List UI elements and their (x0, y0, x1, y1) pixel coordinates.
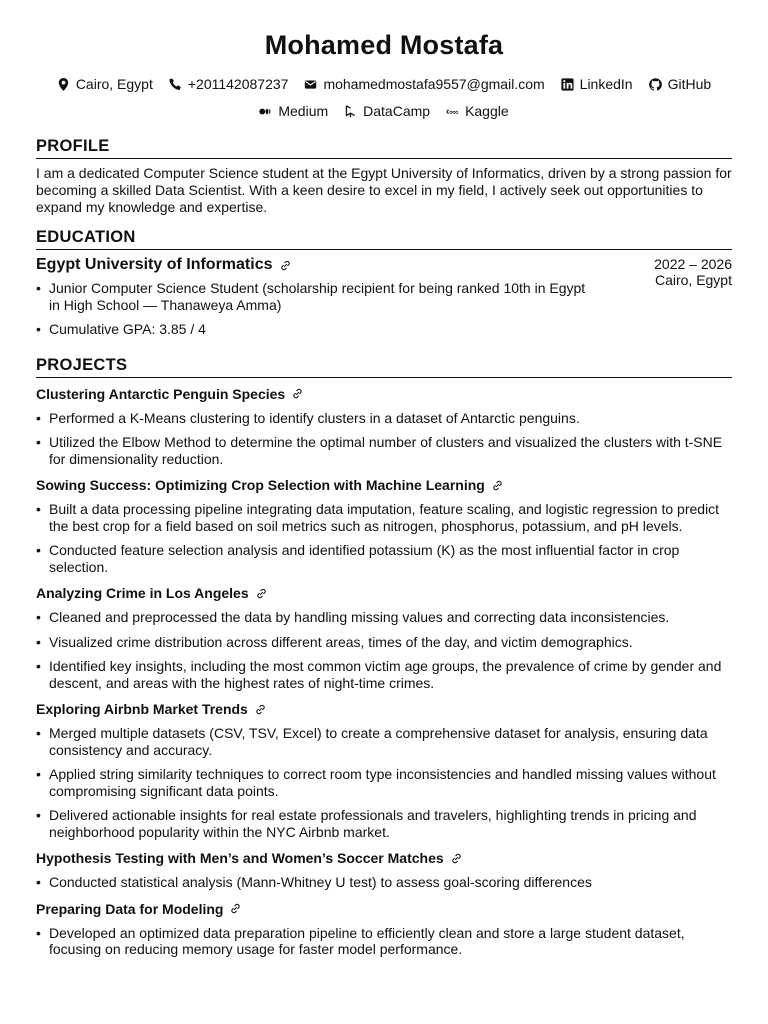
contact-medium[interactable] (259, 98, 328, 125)
list-item: • Utilized the Elbow Method to determine the optimal number of clusters and visualized the clusters with t-SNE for dimensionality reduction. (36, 434, 732, 467)
project-title-label: Sowing Success: Optimizing Crop Selection with Machine Learning (36, 477, 485, 493)
link-icon (256, 588, 267, 599)
list-item: • Cleaned and preprocessed the data by handling missing values and correcting data inconsistencies. (36, 609, 732, 626)
project-entry (36, 899, 732, 958)
contact-linkedin-label: LinkedIn (579, 76, 633, 92)
project-entry (36, 475, 732, 575)
project-title-label: Analyzing Crime in Los Angeles (36, 585, 249, 601)
contact-phone[interactable] (169, 71, 289, 98)
project-title-label: Hypothesis Testing with Men’s and Women’s Soccer Matches (36, 850, 444, 866)
project-title-label: Clustering Antarctic Penguin Species (36, 385, 286, 402)
section-title-profile: PROFILE (36, 137, 732, 159)
contact-phone-label: +201142087237 (187, 76, 289, 92)
project-title[interactable] (36, 386, 303, 402)
list-item: • Developed an optimized data preparation pipeline to efficiently clean and store a large student dataset, focusing on reducing memory usage for faster model performance. (36, 925, 732, 958)
education-bullets (36, 280, 596, 338)
profile-section (36, 137, 732, 216)
projects-list (36, 384, 732, 958)
section-title-projects: PROJECTS (36, 356, 732, 378)
education-school-label: Egypt University of Informatics (36, 256, 273, 273)
list-item: • Delivered actionable insights for real estate professionals and travelers, highlighting trends in pricing and neighborhood popularity within the NYC Airbnb market. (36, 807, 732, 840)
contact-medium-label: Medium (278, 103, 329, 119)
list-item: • Cumulative GPA: 3.85 / 4 (36, 321, 596, 338)
project-title[interactable] (36, 901, 241, 917)
project-bullets (36, 874, 732, 891)
list-item: • Performed a K-Means clustering to identify clusters in a dataset of Antarctic penguins. (36, 410, 732, 427)
contact-linkedin[interactable] (561, 71, 633, 98)
link-icon (280, 260, 291, 271)
list-item: • Conducted feature selection analysis and identified potassium (K) as the most influential factor in crop selection. (36, 542, 732, 575)
contact-email[interactable] (304, 71, 544, 98)
profile-text: I am a dedicated Computer Science student at the Egypt University of Informatics, driven by a strong passion for becoming a skilled Data Scientist. With a keen desire to excel in my field, I actively seek out opportunities to expand my knowledge and expertise. (36, 165, 732, 215)
project-entry (36, 699, 732, 840)
list-item: • Applied string similarity techniques to correct room type inconsistencies and handled missing values without compromising significant data points. (36, 766, 732, 799)
contact-row-2 (36, 98, 732, 125)
education-dates: 2022 – 2026 (654, 256, 732, 272)
project-entry (36, 848, 732, 891)
education-section (36, 228, 732, 346)
link-icon (492, 480, 503, 491)
education-location: Cairo, Egypt (654, 272, 732, 288)
project-bullets (36, 725, 732, 840)
datacamp-icon (344, 105, 357, 118)
link-icon (230, 903, 241, 914)
github-icon (649, 78, 662, 91)
project-title[interactable] (36, 701, 266, 717)
project-title[interactable] (36, 585, 267, 601)
resume-name: Mohamed Mostafa (264, 30, 504, 60)
phone-icon (169, 78, 182, 91)
contact-location-label: Cairo, Egypt (75, 76, 153, 92)
list-item: • Junior Computer Science Student (scholarship recipient for being ranked 10th in Egypt in High School — Thanaweya Amma) (36, 280, 596, 313)
projects-section (36, 356, 732, 958)
project-entry (36, 384, 732, 468)
contact-location (57, 71, 153, 98)
link-icon (451, 853, 462, 864)
project-bullets (36, 501, 732, 575)
project-bullets (36, 609, 732, 691)
project-title-label: Preparing Data for Modeling (36, 900, 224, 917)
education-meta (654, 256, 732, 346)
contact-datacamp[interactable] (344, 98, 430, 125)
contact-kaggle[interactable] (446, 98, 509, 125)
contact-datacamp-label: DataCamp (363, 103, 431, 119)
kaggle-icon (446, 105, 459, 118)
contact-kaggle-label: Kaggle (465, 103, 509, 119)
list-item: • Built a data processing pipeline integrating data imputation, feature scaling, and logistic regression to predict the best crop for a field based on soil metrics such as nitrogen, phosphorus, potassium, and pH levels. (36, 501, 732, 534)
contact-email-label: mohamedmostafa9557@gmail.com (323, 76, 545, 92)
list-item: • Identified key insights, including the most common victim age groups, the prevalence of crime by gender and descent, and areas with the highest rates of night-time crimes. (36, 658, 732, 691)
section-title-education: EDUCATION (36, 228, 732, 250)
link-icon (255, 704, 266, 715)
project-entry (36, 583, 732, 691)
project-bullets (36, 410, 732, 468)
contact-github[interactable] (649, 71, 712, 98)
list-item: • Merged multiple datasets (CSV, TSV, Excel) to create a comprehensive dataset for analysis, ensuring data consistency and accuracy. (36, 725, 732, 758)
contact-github-label: GitHub (667, 76, 712, 92)
contact-row-1 (36, 71, 732, 98)
link-icon (292, 388, 303, 399)
education-entry (36, 256, 732, 346)
project-title[interactable] (36, 850, 462, 866)
project-title-label: Exploring Airbnb Market Trends (36, 701, 248, 717)
project-bullets (36, 925, 732, 958)
medium-icon (259, 105, 272, 118)
location-pin-icon (57, 78, 70, 91)
list-item: • Visualized crime distribution across different areas, times of the day, and victim demographics. (36, 634, 732, 651)
linkedin-icon (561, 78, 574, 91)
project-title[interactable] (36, 477, 503, 493)
list-item: • Conducted statistical analysis (Mann-Whitney U test) to assess goal-scoring differences (36, 874, 732, 891)
email-icon (304, 78, 317, 91)
education-school[interactable] (36, 256, 291, 274)
